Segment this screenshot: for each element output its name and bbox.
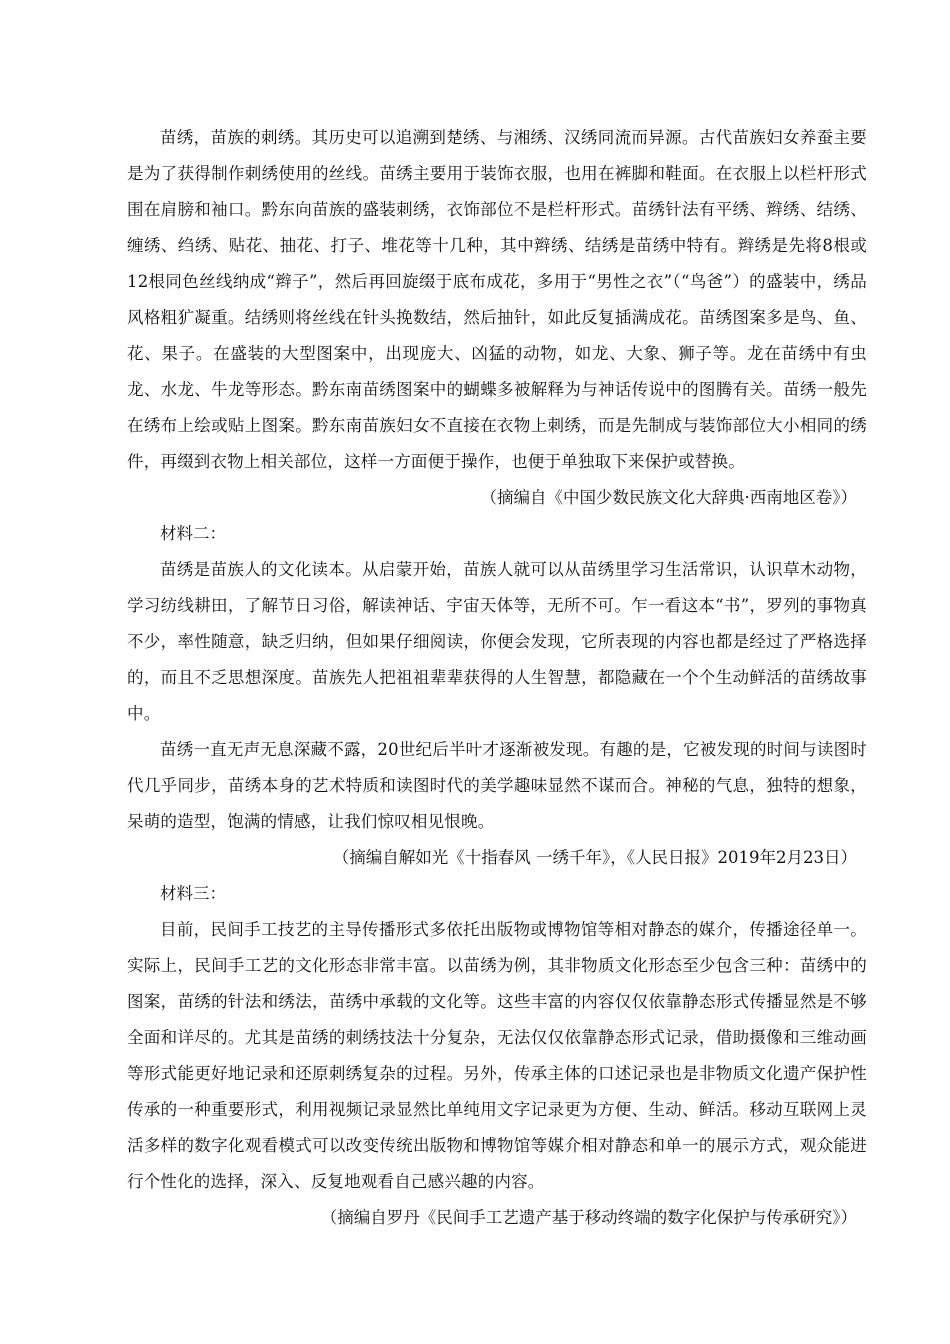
material1-paragraph: 苗绣，苗族的刺绣。其历史可以追溯到楚绣、与湘绣、汉绣同流而异源。古代苗族妇女养蚕主要是为了获得制作刺绣使用的丝线。苗绣主要用于装饰衣服，也用在裤脚和鞋面。在衣服上以栏杆形式围在肩膀和袖口。黔东向苗族的盛装刺绣，衣饰部位不是栏杆形式。苗绣针法有平绣、辫绣、结绣、缠绣、绉绣、贴花、抽花、打子、堆花等十几种，其中辫绣、结绣是苗绣中特有。辫绣是先将8根或12根同色丝线纳成“辫子”，然后再回旋缀于底布成花，多用于“男性之衣”（“鸟爸”）的盛装中，绣品风格粗犷凝重。结绣则将丝线在针头挽数结，然后抽针，如此反复插满成花。苗绣图案多是鸟、鱼、花、果子。在盛装的大型图案中，出现庞大、凶猛的动物，如龙、大象、狮子等。龙在苗绣中有虫龙、水龙、牛龙等形态。黔东南苗绣图案中的蝴蝶多被解释为与神话传说中的图腾有关。苗绣一般先在绣布上绘或贴上图案。黔东南苗族妇女不直接在衣物上刺绣，而是先制成与装饰部位大小相同的绣件，再缀到衣物上相关部位，这样一方面便于操作，也便于单独取下来保护或替换。: [127, 128, 867, 471]
material2-source: （摘编自解如光《十指春风 一绣千年》，《人民日报》2019年2月23日）: [332, 848, 857, 867]
material2-label: 材料二：: [160, 524, 226, 543]
material3-source: （摘编自罗丹《民间手工艺遗产基于移动终端的数字化保护与传承研究》）: [320, 1208, 857, 1227]
material3-paragraph: 目前，民间手工技艺的主导传播形式多依托出版物或博物馆等相对静态的媒介，传播途径单一。实际上，民间手工艺的文化形态非常丰富。以苗绣为例，其非物质文化形态至少包含三种：苗绣中的图案，苗绣的针法和绣法，苗绣中承载的文化等。这些丰富的内容仅仅依靠静态形式传播显然是不够全面和详尽的。尤其是苗绣的刺绣技法十分复杂，无法仅仅依靠静态形式记录，借助摄像和三维动画等形式能更好地记录和还原刺绣复杂的过程。另外，传承主体的口述记录也是非物质文化遗产保护性传承的一种重要形式，利用视频记录显然比单纯用文字记录更为方便、生动、鲜活。移动互联网上灵活多样的数字化观看模式可以改变传统出版物和博物馆等媒介相对静态和单一的展示方式，观众能进行个性化的选择，深入、反复地观看自己感兴趣的内容。: [127, 920, 867, 1191]
material2-paragraph-2: 苗绣一直无声无息深藏不露，20世纪后半叶才逐渐被发现。有趣的是，它被发现的时间与读图时代几乎同步，苗绣本身的艺术特质和读图时代的美学趣味显然不谋而合。神秘的气息，独特的想象，呆萌的造型，饱满的情感，让我们惊叹相见恨晚。: [127, 740, 867, 831]
material3-label: 材料三：: [160, 884, 226, 903]
material2-paragraph-1: 苗绣是苗族人的文化读本。从启蒙开始，苗族人就可以从苗绣里学习生活常识，认识草木动物，学习纺线耕田，了解节日习俗，解读神话、宇宙天体等，无所不可。乍一看这本“书”，罗列的事物真不少，率性随意，缺乏归纳，但如果仔细阅读，你便会发现，它所表现的内容也都是经过了严格选择的，而且不乏思想深度。苗族先人把祖祖辈辈获得的人生智慧，都隐藏在一个个生动鲜活的苗绣故事中。: [127, 560, 867, 723]
document-content: [127, 120, 867, 1236]
material1-source: （摘编自《中国少数民族文化大辞典·西南地区卷》）: [480, 488, 857, 507]
